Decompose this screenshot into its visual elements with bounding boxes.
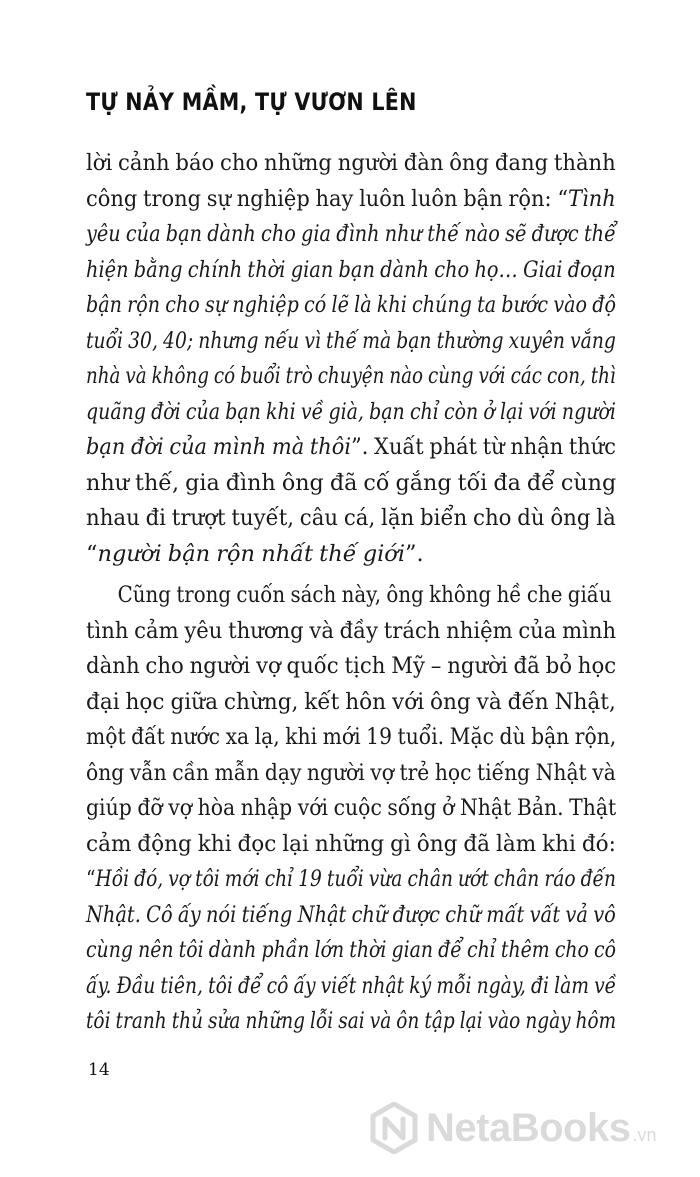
- text-run: ông vẫn cần mẫn dạy người vợ trẻ học tiếng Nhật và: [86, 759, 616, 786]
- body-line: [86, 756, 616, 792]
- watermark-brand: NetaBooks: [426, 1105, 631, 1150]
- italic-text-run: người bận rộn nhất thế giới: [97, 540, 406, 567]
- text-run: “: [86, 540, 98, 567]
- italic-text-run: tôi tranh thủ sửa những lỗi sai và ôn tập lại vào ngày hôm: [86, 1008, 617, 1034]
- body-line: [86, 791, 617, 827]
- text-run: công trong sự nghiệp hay luôn luôn bận rộn: “: [86, 185, 569, 212]
- body-line: [86, 146, 616, 182]
- running-head-title: TỰ NẢY MẦM, TỰ VƯƠN LÊN: [86, 88, 417, 116]
- body-line: [86, 430, 616, 466]
- italic-text-run: yêu của bạn dành cho gia đình như thế nào sẽ được thể: [86, 221, 616, 247]
- text-run: Cũng trong cuốn sách này, ông không hề che giấu: [117, 582, 612, 608]
- italic-text-run: bạn đời của mình mà thôi: [86, 434, 352, 460]
- italic-text-run: cùng nên tôi dành phần lớn thời gian để chỉ thêm cho cô: [86, 937, 616, 963]
- text-run: đại học giữa chừng, kết hôn với ông và đến Nhật,: [86, 688, 616, 715]
- italic-text-run: nhà và không có buổi trò chuyện nào cùng với các con, thì: [86, 363, 616, 389]
- body-line: [86, 614, 617, 650]
- italic-text-run: quãng đời của bạn khi về già, bạn chỉ còn ở lại với người: [86, 398, 616, 425]
- body-line: [86, 253, 616, 289]
- text-run: tình cảm yêu thương và đầy trách nhiệm của mình: [86, 617, 617, 644]
- n-hexagon-logo-icon: [368, 1102, 420, 1154]
- text-run: ”.: [405, 540, 424, 567]
- text-run: nhau đi trượt tuyết, câu cá, lặn biển cho dù ông là: [86, 505, 616, 531]
- watermark: [368, 1100, 688, 1156]
- text-run: một đất nước xa lạ, khi mới 19 tuổi. Mặc dù bận rộn,: [86, 724, 617, 750]
- italic-text-run: hiện bằng chính thời gian bạn dành cho họ… Giai đoạn: [86, 256, 616, 283]
- body-line: [86, 217, 616, 253]
- body-line: [86, 1004, 617, 1040]
- body-line: [86, 324, 616, 360]
- text-run: dành cho người vợ quốc tịch Mỹ – người đã bỏ học: [86, 653, 617, 679]
- body-line: [86, 395, 616, 431]
- body-line: [86, 466, 617, 502]
- text-run: lời cảnh báo cho những người đàn ông đang thành: [86, 150, 616, 176]
- text-run: giúp đỡ vợ hòa nhập với cuộc sống ở Nhật Bản. Thật: [86, 795, 617, 821]
- italic-text-run: ấy. Đầu tiên, tôi để cô ấy viết nhật ký mỗi ngày, đi làm về: [86, 972, 617, 999]
- body-line: [86, 933, 616, 969]
- text-run: ”. Xuất phát từ nhận thức: [351, 434, 616, 460]
- body-line: [86, 537, 616, 573]
- body-line: [86, 685, 616, 721]
- italic-text-run: tuổi 30, 40; nhưng nếu vì thế mà bạn thường xuyên vắng: [86, 327, 616, 354]
- body-line: [86, 827, 616, 863]
- page-number: 14: [88, 1060, 110, 1080]
- body-line: [86, 969, 617, 1005]
- body-line: [86, 182, 616, 218]
- watermark-suffix: .vn: [632, 1124, 657, 1145]
- body-line: [86, 649, 617, 685]
- italic-text-run: Hồi đó, vợ tôi mới chỉ 19 tuổi vừa chân ướt chân ráo đến: [95, 866, 616, 892]
- body-line: [86, 862, 616, 898]
- italic-text-run: bận rộn cho sự nghiệp có lẽ là khi chúng ta bước vào độ: [86, 292, 616, 318]
- body-line: [86, 898, 616, 934]
- body-text: [86, 146, 616, 1040]
- body-line: [86, 359, 616, 395]
- text-run: như thế, gia đình ông đã cố gắng tối đa để cùng: [86, 469, 617, 496]
- text-run: “: [86, 866, 96, 892]
- italic-text-run: Nhật. Cô ấy nói tiếng Nhật chữ được chữ mất vất vả vô: [86, 901, 616, 928]
- body-line: [86, 501, 616, 537]
- text-run: cảm động khi đọc lại những gì ông đã làm khi đó:: [86, 830, 616, 857]
- body-line: [86, 288, 616, 324]
- body-line: [86, 720, 617, 756]
- body-line: [86, 578, 612, 614]
- italic-text-run: Tình: [568, 185, 616, 212]
